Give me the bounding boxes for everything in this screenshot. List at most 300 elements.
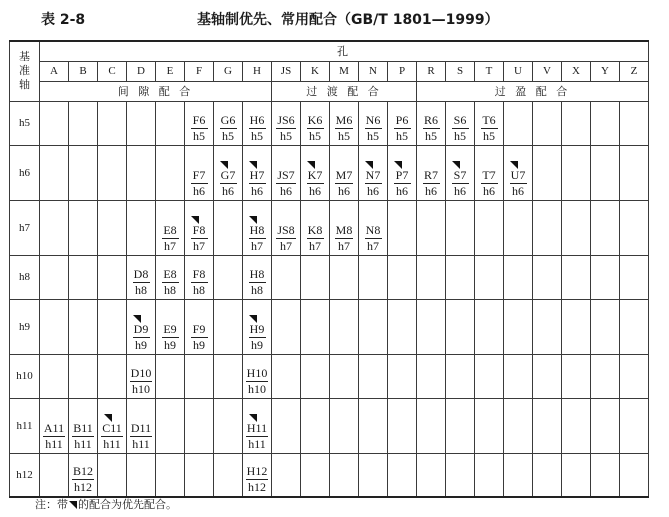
fit-cell	[156, 200, 185, 255]
fit-fraction	[272, 224, 300, 253]
hole-tolerance: S7	[452, 169, 469, 184]
shaft-tolerance: h7	[338, 238, 350, 253]
shaft-tolerance: h8	[135, 282, 147, 297]
hole-tolerance: H12	[246, 464, 268, 478]
fit-cell	[591, 200, 620, 255]
fit-cell	[69, 200, 98, 255]
fit-fraction	[185, 224, 213, 253]
fit-fraction	[446, 169, 474, 198]
hole-tolerance: E8	[163, 266, 177, 281]
fit-fraction	[98, 422, 126, 451]
shaft-tolerance: h10	[248, 381, 266, 396]
fit-cell	[504, 145, 533, 200]
fit-fraction	[185, 169, 213, 198]
shaft-tolerance: h6	[222, 183, 234, 198]
fit-cell	[620, 200, 649, 255]
fit-fraction	[127, 268, 155, 297]
fit-fraction	[475, 114, 503, 143]
fit-cell	[446, 145, 475, 200]
table-row	[10, 453, 649, 497]
fit-cell	[214, 101, 243, 145]
fit-cell	[562, 299, 591, 354]
fit-fraction	[69, 465, 97, 494]
shaft-tolerance: h6	[309, 183, 321, 198]
fit-cell	[591, 145, 620, 200]
fit-cell	[446, 398, 475, 453]
shaft-tolerance: h9	[251, 337, 263, 352]
fit-cell	[417, 398, 446, 453]
fit-cell	[40, 299, 69, 354]
fit-cell	[388, 354, 417, 398]
fit-cell	[185, 255, 214, 299]
fit-cell	[533, 398, 562, 453]
hole-letter-f: F	[185, 61, 214, 81]
hole-tolerance: H8	[249, 266, 265, 281]
shaft-tolerance: h5	[454, 128, 466, 143]
fit-cell	[272, 299, 301, 354]
shaft-tolerance: h7	[367, 238, 379, 253]
hole-tolerance: C11	[102, 420, 122, 435]
table-row	[10, 255, 649, 299]
basis-char: 基	[19, 50, 30, 64]
fit-fraction	[243, 224, 271, 253]
fit-cell	[591, 453, 620, 497]
fit-cell	[214, 398, 243, 453]
shaft-label: h5	[10, 101, 40, 145]
fit-cell	[533, 354, 562, 398]
fit-cell	[446, 200, 475, 255]
shaft-tolerance: h12	[74, 480, 92, 494]
fit-fraction	[359, 169, 387, 198]
shaft-label: h6	[10, 145, 40, 200]
fit-cell	[69, 255, 98, 299]
hole-letter-s: S	[446, 61, 475, 81]
hole-letter-r: R	[417, 61, 446, 81]
fit-cell	[591, 299, 620, 354]
hole-letter-y: Y	[591, 61, 620, 81]
hole-letter-v: V	[533, 61, 562, 81]
fit-fraction	[417, 114, 445, 143]
fit-cell	[446, 101, 475, 145]
hole-tolerance: H11	[246, 420, 268, 435]
fit-cell	[504, 200, 533, 255]
fit-cell	[301, 453, 330, 497]
hole-tolerance: A11	[43, 420, 65, 435]
group-interference-fit: 过 盈 配 合	[417, 81, 649, 101]
fit-cell	[272, 398, 301, 453]
fit-fraction	[185, 114, 213, 143]
shaft-tolerance: h7	[164, 238, 176, 253]
shaft-tolerance: h5	[396, 128, 408, 143]
fit-cell	[127, 398, 156, 453]
fit-cell	[475, 299, 504, 354]
fit-cell	[475, 101, 504, 145]
fit-fraction	[272, 169, 300, 198]
hole-tolerance: K6	[307, 112, 323, 127]
fit-fraction	[330, 169, 358, 198]
shaft-tolerance: h11	[132, 436, 150, 451]
fit-cell	[562, 453, 591, 497]
fit-cell	[533, 101, 562, 145]
fit-fraction	[185, 323, 213, 352]
hole-tolerance: H9	[249, 321, 265, 336]
fit-cell	[620, 398, 649, 453]
fit-cell	[243, 200, 272, 255]
fit-fraction	[127, 367, 155, 396]
fit-cell	[214, 354, 243, 398]
hole-tolerance: U7	[510, 167, 526, 182]
fit-cell	[504, 299, 533, 354]
fit-cell	[69, 398, 98, 453]
fit-cell	[214, 255, 243, 299]
group-clearance-fit: 间 隙 配 合	[40, 81, 272, 101]
fit-cell	[185, 299, 214, 354]
hole-letter-k: K	[301, 61, 330, 81]
fit-cell	[98, 200, 127, 255]
fit-fraction	[214, 114, 242, 143]
fit-cell	[417, 145, 446, 200]
fit-cell	[388, 453, 417, 497]
fit-table	[9, 40, 649, 498]
fit-cell	[533, 200, 562, 255]
fit-cell	[359, 101, 388, 145]
fit-fraction	[40, 422, 68, 451]
fit-fraction	[388, 169, 416, 198]
hole-tolerance: D11	[130, 420, 152, 435]
fit-cell	[359, 255, 388, 299]
shaft-label: h12	[10, 453, 40, 497]
hole-letter-t: T	[475, 61, 504, 81]
shaft-tolerance: h8	[164, 282, 176, 297]
fit-cell	[127, 299, 156, 354]
fit-cell	[272, 354, 301, 398]
fit-cell	[98, 354, 127, 398]
footnote-prefix: 注：带	[35, 498, 68, 511]
fit-cell	[562, 101, 591, 145]
fit-fraction	[127, 323, 155, 352]
table-title: 基轴制优先、常用配合（GB/T 1801—1999）	[197, 12, 499, 28]
fit-cell	[185, 101, 214, 145]
fit-cell	[417, 255, 446, 299]
fit-cell	[330, 354, 359, 398]
shaft-tolerance: h5	[222, 128, 234, 143]
shaft-tolerance: h6	[251, 183, 263, 198]
fit-cell	[330, 453, 359, 497]
fit-cell	[301, 299, 330, 354]
fit-cell	[417, 200, 446, 255]
fit-cell	[562, 200, 591, 255]
fit-cell	[417, 101, 446, 145]
fit-cell	[185, 453, 214, 497]
fit-cell	[620, 453, 649, 497]
fit-cell	[359, 354, 388, 398]
basis-char: 轴	[19, 78, 30, 92]
fit-cell	[620, 101, 649, 145]
hole-tolerance: H7	[249, 167, 265, 182]
fit-cell	[562, 255, 591, 299]
fit-cell	[591, 101, 620, 145]
fit-fraction	[359, 114, 387, 143]
fit-cell	[562, 354, 591, 398]
fit-cell	[69, 354, 98, 398]
fit-fraction	[127, 422, 155, 451]
table-row	[10, 101, 649, 145]
fit-cell	[69, 453, 98, 497]
hole-letter-b: B	[69, 61, 98, 81]
shaft-tolerance: h6	[280, 183, 292, 198]
fit-cell	[417, 453, 446, 497]
fit-cell	[533, 453, 562, 497]
hole-letter-a: A	[40, 61, 69, 81]
fit-cell	[272, 101, 301, 145]
hole-tolerance: N6	[365, 112, 381, 127]
fit-cell	[388, 145, 417, 200]
fit-cell	[243, 101, 272, 145]
fit-cell	[127, 200, 156, 255]
fit-cell	[475, 255, 504, 299]
shaft-label: h8	[10, 255, 40, 299]
hole-letter-js: JS	[272, 61, 301, 81]
fit-fraction	[301, 169, 329, 198]
fit-cell	[330, 145, 359, 200]
fit-cell	[272, 200, 301, 255]
shaft-tolerance: h10	[132, 381, 150, 396]
footnote-suffix: 的配合为优先配合。	[78, 498, 177, 511]
shaft-tolerance: h5	[251, 128, 263, 143]
shaft-label: h11	[10, 398, 40, 453]
hole-tolerance: JS8	[277, 222, 295, 237]
fit-fraction	[243, 169, 271, 198]
hole-tolerance: G7	[220, 167, 236, 182]
fit-cell	[127, 145, 156, 200]
fit-cell	[214, 299, 243, 354]
hole-tolerance: JS7	[277, 167, 295, 182]
hole-letter-d: D	[127, 61, 156, 81]
fit-fraction	[272, 114, 300, 143]
fit-cell	[98, 398, 127, 453]
fit-fraction	[475, 169, 503, 198]
fit-cell	[156, 145, 185, 200]
table-row	[10, 145, 649, 200]
fit-cell	[388, 398, 417, 453]
hole-tolerance: M8	[335, 222, 353, 237]
fit-cell	[243, 453, 272, 497]
fit-cell	[504, 398, 533, 453]
fit-cell	[533, 255, 562, 299]
fit-cell	[40, 354, 69, 398]
fit-fraction	[243, 114, 271, 143]
shaft-tolerance: h8	[193, 282, 205, 297]
fit-fraction	[243, 367, 271, 396]
fit-cell	[475, 200, 504, 255]
fit-cell	[243, 354, 272, 398]
fit-fraction	[359, 224, 387, 253]
hole-letter-n: N	[359, 61, 388, 81]
fit-cell	[533, 299, 562, 354]
shaft-tolerance: h12	[248, 480, 266, 494]
fit-cell	[446, 453, 475, 497]
fit-cell	[156, 453, 185, 497]
fit-cell	[214, 145, 243, 200]
table-row	[10, 398, 649, 453]
fit-cell	[272, 255, 301, 299]
fit-cell	[98, 255, 127, 299]
hole-tolerance: S6	[452, 114, 469, 129]
fit-cell	[446, 354, 475, 398]
hole-tolerance: M6	[335, 112, 353, 127]
fit-cell	[417, 299, 446, 354]
shaft-tolerance: h5	[425, 128, 437, 143]
shaft-tolerance: h11	[74, 436, 92, 451]
shaft-tolerance: h6	[193, 183, 205, 198]
shaft-tolerance: h11	[103, 436, 121, 451]
fit-cell	[330, 299, 359, 354]
shaft-tolerance: h6	[396, 183, 408, 198]
fit-cell	[475, 354, 504, 398]
shaft-tolerance: h11	[45, 436, 63, 451]
fit-fraction	[301, 224, 329, 253]
fit-cell	[243, 299, 272, 354]
table-row	[10, 299, 649, 354]
fit-cell	[359, 200, 388, 255]
fit-fraction	[243, 465, 271, 494]
hole-letter-u: U	[504, 61, 533, 81]
hole-tolerance: G6	[220, 112, 236, 127]
fit-cell	[620, 299, 649, 354]
shaft-tolerance: h5	[193, 128, 205, 143]
shaft-tolerance: h5	[338, 128, 350, 143]
shaft-tolerance: h8	[251, 282, 263, 297]
fit-cell	[504, 101, 533, 145]
hole-tolerance: F8	[191, 268, 208, 283]
hole-tolerance: T6	[482, 112, 496, 127]
fit-fraction	[504, 169, 532, 198]
fit-cell	[446, 299, 475, 354]
fit-cell	[504, 453, 533, 497]
hole-tolerance: H6	[249, 112, 265, 127]
shaft-tolerance: h9	[164, 337, 176, 352]
hole-tolerance: D8	[133, 266, 149, 281]
hole-tolerance: K7	[307, 167, 323, 182]
fit-cell	[156, 354, 185, 398]
fit-cell	[185, 145, 214, 200]
basis-shaft-header	[10, 41, 40, 101]
fit-cell	[185, 398, 214, 453]
fit-cell	[98, 299, 127, 354]
fit-cell	[504, 255, 533, 299]
shaft-tolerance: h7	[251, 238, 263, 253]
shaft-tolerance: h6	[454, 183, 466, 198]
fit-cell	[185, 200, 214, 255]
hole-letter-e: E	[156, 61, 185, 81]
fit-fraction	[243, 323, 271, 352]
fit-cell	[301, 398, 330, 453]
hole-tolerance: H8	[249, 222, 265, 237]
fit-cell	[98, 453, 127, 497]
fit-cell	[40, 101, 69, 145]
hole-tolerance: P6	[394, 114, 411, 129]
hole-tolerance: K8	[307, 222, 323, 237]
shaft-tolerance: h6	[425, 183, 437, 198]
hole-tolerance: F6	[191, 114, 208, 129]
fit-cell	[533, 145, 562, 200]
fit-fraction	[330, 114, 358, 143]
shaft-label: h9	[10, 299, 40, 354]
fit-cell	[40, 145, 69, 200]
fit-fraction	[388, 114, 416, 143]
fit-fraction	[156, 268, 184, 297]
fit-cell	[156, 255, 185, 299]
hole-tolerance: R7	[423, 167, 438, 182]
preferred-mark-icon	[69, 501, 77, 509]
shaft-tolerance: h9	[193, 337, 205, 352]
hole-tolerance: E8	[163, 222, 177, 237]
hole-header: 孔	[40, 41, 649, 61]
fit-cell	[562, 398, 591, 453]
fit-cell	[388, 200, 417, 255]
fit-cell	[301, 101, 330, 145]
fit-cell	[214, 453, 243, 497]
hole-letter-x: X	[562, 61, 591, 81]
fit-cell	[301, 255, 330, 299]
fit-cell	[330, 398, 359, 453]
shaft-tolerance: h5	[309, 128, 321, 143]
fit-fraction	[185, 268, 213, 297]
fit-cell	[40, 398, 69, 453]
fit-cell	[156, 299, 185, 354]
fit-cell	[98, 145, 127, 200]
fit-cell	[156, 398, 185, 453]
fit-cell	[475, 398, 504, 453]
fit-cell	[98, 101, 127, 145]
fit-cell	[127, 101, 156, 145]
fit-cell	[272, 145, 301, 200]
fit-cell	[301, 145, 330, 200]
fit-cell	[504, 354, 533, 398]
fit-cell	[359, 145, 388, 200]
fit-cell	[620, 354, 649, 398]
hole-tolerance: N7	[365, 167, 381, 182]
fit-fraction	[301, 114, 329, 143]
hole-letter-h: H	[243, 61, 272, 81]
fit-cell	[214, 200, 243, 255]
fit-cell	[127, 453, 156, 497]
fit-cell	[388, 299, 417, 354]
fit-cell	[417, 354, 446, 398]
hole-tolerance: H10	[246, 365, 268, 380]
fit-cell	[591, 255, 620, 299]
table-row	[10, 354, 649, 398]
hole-letter-m: M	[330, 61, 359, 81]
fit-cell	[591, 398, 620, 453]
fit-cell	[156, 101, 185, 145]
group-transition-fit: 过 渡 配 合	[272, 81, 417, 101]
shaft-tolerance: h6	[338, 183, 350, 198]
shaft-tolerance: h7	[193, 238, 205, 253]
hole-tolerance: N8	[365, 222, 381, 237]
fit-cell	[40, 200, 69, 255]
fit-fraction	[417, 169, 445, 198]
fit-cell	[359, 398, 388, 453]
hole-tolerance: F9	[191, 323, 208, 338]
fit-cell	[330, 255, 359, 299]
shaft-tolerance: h5	[483, 128, 495, 143]
table-row	[10, 200, 649, 255]
shaft-tolerance: h9	[135, 337, 147, 352]
hole-tolerance: F7	[191, 169, 208, 184]
shaft-tolerance: h6	[367, 183, 379, 198]
shaft-tolerance: h5	[367, 128, 379, 143]
